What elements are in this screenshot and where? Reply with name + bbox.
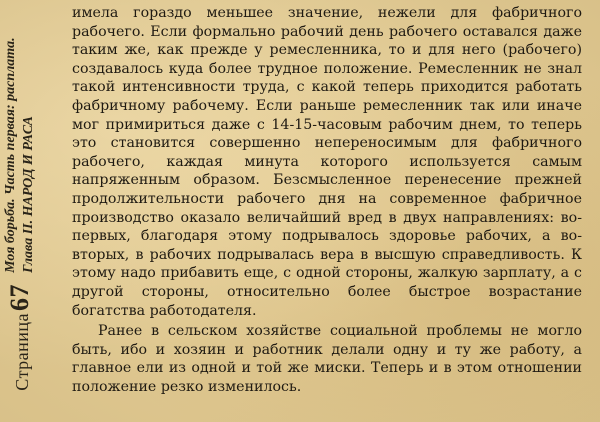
running-title (2, 37, 38, 273)
page-number: 67 (5, 283, 34, 311)
page-spine-margin (0, 0, 64, 422)
book-part-title: Моя борьба. Часть первая: расплата. (3, 37, 18, 273)
page-indicator (5, 284, 35, 391)
page-label: Страница (12, 312, 32, 391)
paragraph: Ранее в сельском хозяйстве социальной проблемы не могло быть, ибо и хозяин и работник делали одну и ту же работу, а главное ели из одной и той же миски. Теперь и в этом отношении положение резко изменилось. (72, 323, 582, 395)
chapter-title: Глава II. НАРОД И РАСА (21, 116, 36, 273)
spine-header (2, 14, 62, 414)
paragraph: имела гораздо меньшее значение, нежели для фабричного рабочего. Если формально рабочий день рабочего оставался даже таким же, как прежде у ремесленника, то и для него (рабочего) создавалось куда более трудное положение. Ремесленник не знал такой интенсивности труда, с какой теперь приходится работать фабричному рабочему. Если раньше ремесленник так или иначе мог примириться даже с 14-15-часовым рабочим днем, то теперь это становится совершенно непереносимым для фабричного рабочего, каждая минута которого используется самым напряженным образом. Безсмысленное перенесение прежней продолжительности рабочего дня на современное фабричное производство оказало величайший вред в двух направлениях: во-первых, благодаря этому подрывалось здоровье рабочих, а во-вторых, в рабочих подрывалась вера в высшую справедливость. К этому надо прибавить еще, с одной стороны, жалкую зарплату, а с другой стороны, относительно более быстрое возрастание богатства работодателя. (72, 5, 582, 319)
body-text (72, 4, 582, 396)
